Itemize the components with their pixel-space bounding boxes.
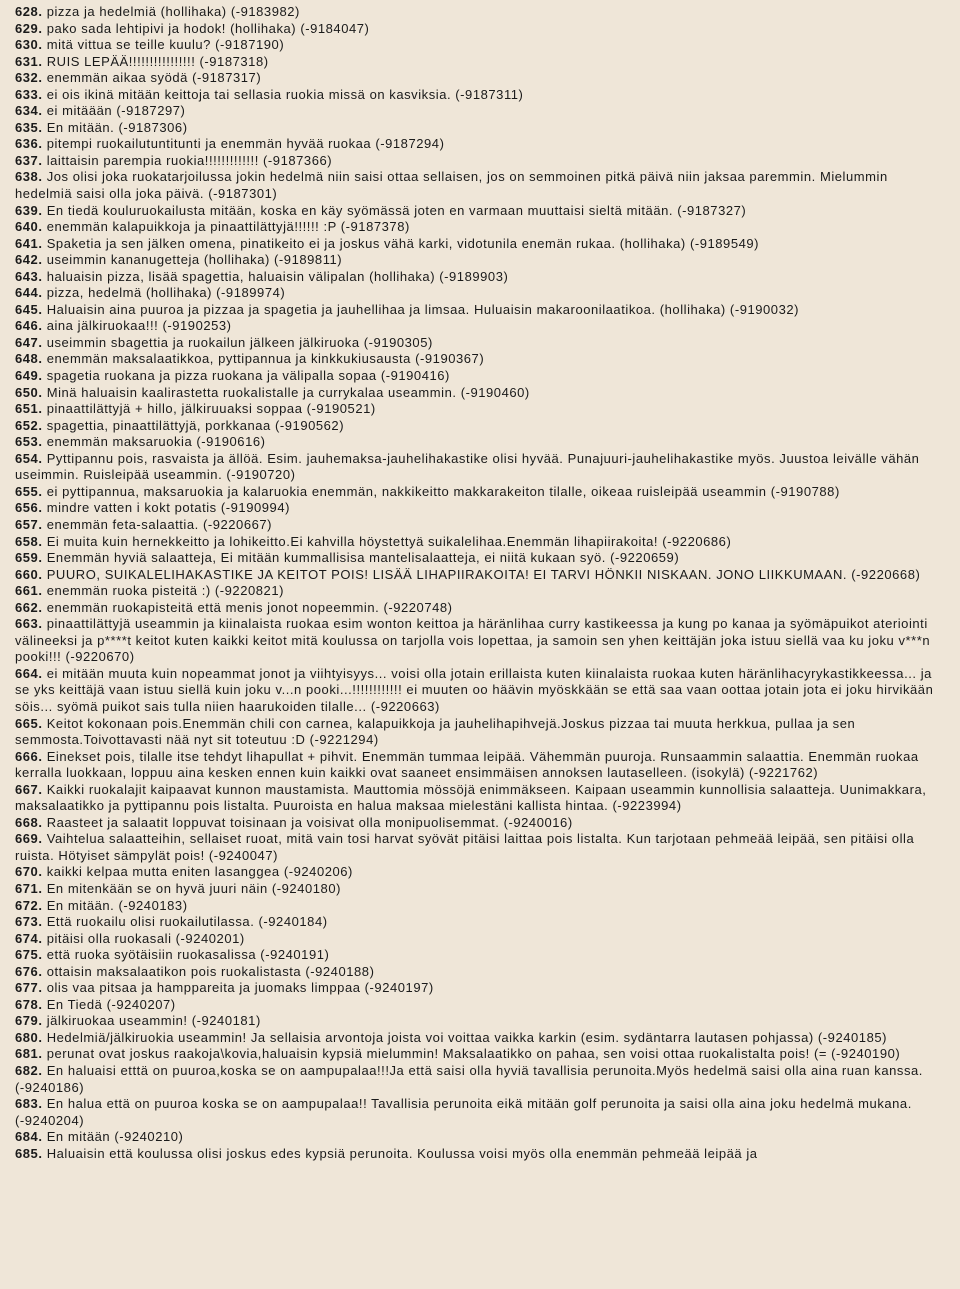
response-entry [15, 1030, 945, 1047]
entry-number: 635. [15, 119, 43, 135]
entry-text: Einekset pois, tilalle itse tehdyt lihapullat + pihvit. Enemmän tummaa leipää. Vähemmän puuroja. Runsaammin salaattia. Enemmän ruokaa kerralla luokkaan, loppuu aina kesken ennen kuin kaikki ovat saaneet ensimmäisen annoksen lautaselleen. (isokylä) (-9221762) [15, 748, 919, 781]
entry-text: jälkiruokaa useammin! (-9240181) [46, 1013, 261, 1029]
response-entry [15, 500, 945, 517]
entry-text: että ruoka syötäisiin ruokasalissa (-9240191) [46, 947, 330, 963]
response-entry [15, 236, 945, 253]
response-entry [15, 567, 945, 584]
response-entry [15, 600, 945, 617]
response-entry [15, 997, 945, 1014]
response-entry [15, 1013, 945, 1030]
entry-number: 632. [15, 70, 43, 86]
entry-number: 685. [15, 1145, 43, 1161]
entry-text: pako sada lehtipivi ja hodok! (hollihaka) (-9184047) [46, 20, 370, 36]
entry-text: Haluaisin aina puuroa ja pizzaa ja spagetia ja jauhellihaa ja limsaa. Huluaisin makaroonilaatikoa. (hollihaka) (-9190032) [46, 301, 800, 317]
response-entry [15, 831, 945, 864]
entry-number: 648. [15, 351, 43, 367]
entry-text: Että ruokailu olisi ruokailutilassa. (-9240184) [46, 914, 328, 930]
response-entry [15, 285, 945, 302]
entry-number: 683. [15, 1096, 43, 1112]
entry-text: ottaisin maksalaatikon pois ruokalistasta (-9240188) [46, 963, 375, 979]
entry-number: 684. [15, 1129, 43, 1145]
entry-text: RUIS LEPÄÄ!!!!!!!!!!!!!!!! (-9187318) [46, 53, 269, 69]
entry-text: pizza, hedelmä (hollihaka) (-9189974) [46, 285, 286, 301]
response-entry [15, 881, 945, 898]
entry-number: 652. [15, 417, 43, 433]
entry-number: 654. [15, 450, 43, 466]
entry-text: En halua että on puuroa koska se on aampupalaa!! Tavallisia perunoita eikä mitään golf perunoita ja saisi olla aina joku hedelmä mukana. (-9240204) [15, 1096, 912, 1128]
entry-number: 681. [15, 1046, 43, 1062]
entry-text: pinaattilättyjä + hillo, jälkiruuaksi soppaa (-9190521) [46, 401, 376, 417]
response-entry [15, 1046, 945, 1063]
response-entry [15, 351, 945, 368]
response-entry [15, 120, 945, 137]
response-entry [15, 716, 945, 749]
entry-number: 634. [15, 103, 43, 119]
entry-text: pitempi ruokailutuntitunti ja enemmän hyvää ruokaa (-9187294) [46, 136, 445, 152]
entry-text: Vaihtelua salaatteihin, sellaiset ruoat, mitä vain tosi harvat syövät pitäisi laittaa pois listalta. Kun tarjotaan pehmeää leipää, sen pitäisi olla ruista. Hötyiset sämpylät pois! (-9240047) [15, 831, 915, 863]
entry-number: 628. [15, 4, 43, 19]
response-entry [15, 931, 945, 948]
entry-text: aina jälkiruokaa!!! (-9190253) [46, 318, 232, 334]
entry-text: PUURO, SUIKALELIHAKASTIKE JA KEITOT POIS! LISÄÄ LIHAPIIRAKOITA! EI TARVI HÖNKII NISKAAN. JONO LIIKKUMAAN. (-9220668) [46, 566, 921, 582]
response-entry [15, 252, 945, 269]
entry-text: enemmän kalapuikkoja ja pinaattilättyjä!!!!!! :P (-9187378) [46, 219, 410, 235]
response-entry [15, 318, 945, 335]
response-entry [15, 219, 945, 236]
entry-text: useimmin kananugetteja (hollihaka) (-9189811) [46, 252, 343, 268]
entry-number: 636. [15, 136, 43, 152]
response-entry [15, 302, 945, 319]
entry-text: Spaketia ja sen jälken omena, pinatikeito ei ja joskus vähä karki, vidotunila enemän rukaa. (hollihaka) (-9189549) [46, 235, 760, 251]
entry-text: ei pyttipannua, maksaruokia ja kalaruokia enemmän, nakkikeitto makkarakeiton tilalle, oikeaa ruisleipää useammin (-9190788) [46, 483, 840, 499]
response-entry [15, 203, 945, 220]
response-entry [15, 103, 945, 120]
entry-text: enemmän ruoka pisteitä :) (-9220821) [46, 583, 284, 599]
entry-number: 674. [15, 930, 43, 946]
response-entry [15, 54, 945, 71]
entry-number: 677. [15, 980, 43, 996]
entry-text: olis vaa pitsaa ja hamppareita ja juomaks limppaa (-9240197) [46, 980, 434, 996]
response-entry [15, 616, 945, 666]
response-entry [15, 898, 945, 915]
response-entry [15, 749, 945, 782]
response-entry [15, 269, 945, 286]
entry-text: ei mitäään (-9187297) [46, 103, 186, 119]
entry-number: 660. [15, 566, 43, 582]
entry-number: 666. [15, 748, 43, 764]
entry-text: Kaikki ruokalajit kaipaavat kunnon maustamista. Mauttomia mössöjä enimmäkseen. Kaipaan useammin kunnollisia salaatteja. Uunimakkara, maksalaatikko ja pyttipannu pois listalta. Puuroista en halua maksaa mielestäni kallista hintaa. (-9223994) [15, 781, 927, 814]
response-entry [15, 517, 945, 534]
entry-text: mindre vatten i kokt potatis (-9190994) [46, 500, 290, 516]
entry-text: En haluaisi etttä on puuroa,koska se on aampupalaa!!!Ja että saisi olla hyviä tavallisia perunoita.Myös hedelmä saisi olla aina ruan kanssa. (-9240186) [15, 1063, 923, 1095]
response-entry [15, 434, 945, 451]
entry-text: haluaisin pizza, lisää spagettia, haluaisin välipalan (hollihaka) (-9189903) [46, 268, 509, 284]
response-entry [15, 136, 945, 153]
response-entry [15, 153, 945, 170]
entry-text: En mitään (-9240210) [46, 1129, 184, 1145]
response-entry [15, 534, 945, 551]
entry-number: 661. [15, 583, 43, 599]
response-entry [15, 169, 945, 202]
response-entry [15, 4, 945, 21]
entry-text: enemmän aikaa syödä (-9187317) [46, 70, 262, 86]
entry-text: En mitään. (-9240183) [46, 897, 188, 913]
entry-text: enemmän feta-salaattia. (-9220667) [46, 516, 273, 532]
entry-text: spagetia ruokana ja pizza ruokana ja välipalla sopaa (-9190416) [46, 368, 450, 384]
response-list [15, 4, 945, 1162]
response-entry [15, 1096, 945, 1129]
entry-number: 640. [15, 219, 43, 235]
entry-number: 642. [15, 252, 43, 268]
entry-text: En mitään. (-9187306) [46, 119, 188, 135]
response-entry [15, 70, 945, 87]
entry-number: 641. [15, 235, 43, 251]
response-entry [15, 550, 945, 567]
entry-text: spagettia, pinaattilättyjä, porkkanaa (-9190562) [46, 417, 345, 433]
response-entry [15, 484, 945, 501]
response-entry [15, 1063, 945, 1096]
entry-number: 680. [15, 1029, 43, 1045]
entry-number: 658. [15, 533, 43, 549]
entry-text: En tiedä kouluruokailusta mitään, koska en käy syömässä joten en varmaan muuttaisi sieltä mitään. (-9187327) [46, 202, 747, 218]
entry-text: En Tiedä (-9240207) [46, 996, 176, 1012]
entry-number: 670. [15, 864, 43, 880]
entry-text: Raasteet ja salaatit loppuvat toisinaan ja voisivat olla monipuolisemmat. (-9240016) [46, 814, 573, 830]
response-entry [15, 401, 945, 418]
entry-text: pizza ja hedelmiä (hollihaka) (-9183982) [46, 4, 300, 19]
entry-text: ei mitään muuta kuin nopeammat jonot ja viihtyisyys... voisi olla jotain erillaista kuten kiinalaista ruokaa kuten häränlihacyrykastikkeessa... ja se yks keittäjä vaan istuu siellä kuin joku v...n pooki...!!!!!!!!!!!! ei muuten oo häävin myöskkään se että saa vaan oottaa jotain jota ei joku hirvikään söis... syömä puikot sais tulla niien haarukoiden tilalle... (-9220663) [15, 665, 934, 714]
entry-text: kaikki kelpaa mutta eniten lasanggea (-9240206) [46, 864, 353, 880]
response-entry [15, 1129, 945, 1146]
entry-number: 629. [15, 20, 43, 36]
response-entry [15, 666, 945, 716]
entry-text: useimmin sbagettia ja ruokailun jälkeen jälkiruoka (-9190305) [46, 334, 433, 350]
response-entry [15, 1146, 945, 1163]
entry-number: 676. [15, 963, 43, 979]
entry-number: 671. [15, 880, 43, 896]
response-entry [15, 947, 945, 964]
entry-text: laittaisin parempia ruokia!!!!!!!!!!!!! (-9187366) [46, 152, 333, 168]
entry-number: 672. [15, 897, 43, 913]
entry-number: 682. [15, 1063, 43, 1078]
entry-text: Ei muita kuin hernekkeitto ja lohikeitto.Ei kahvilla höystettyä suikalelihaa.Enemmän lihapiirakoita! (-9220686) [46, 533, 732, 549]
entry-number: 657. [15, 516, 43, 532]
response-entry [15, 37, 945, 54]
entry-number: 651. [15, 401, 43, 417]
response-entry [15, 368, 945, 385]
entry-text: enemmän maksaruokia (-9190616) [46, 434, 266, 450]
entry-number: 656. [15, 500, 43, 516]
entry-text: En mitenkään se on hyvä juuri näin (-9240180) [46, 880, 341, 896]
response-entry [15, 418, 945, 435]
entry-number: 662. [15, 599, 43, 615]
entry-number: 664. [15, 665, 43, 681]
entry-number: 653. [15, 434, 43, 450]
entry-text: perunat ovat joskus raakoja\kovia,haluaisin kypsiä mielummin! Maksalaatikko on pahaa, sen voisi ottaa ruokalistalta pois! (= (-9240190) [46, 1046, 901, 1062]
entry-number: 650. [15, 384, 43, 400]
entry-text: mitä vittua se teille kuulu? (-9187190) [46, 37, 285, 53]
response-entry [15, 782, 945, 815]
entry-number: 673. [15, 914, 43, 930]
entry-text: Haluaisin että koulussa olisi joskus edes kypsiä perunoita. Koulussa voisi myös olla enemmän pehmeää leipää ja [46, 1145, 758, 1161]
entry-text: pitäisi olla ruokasali (-9240201) [46, 930, 245, 946]
entry-number: 665. [15, 715, 43, 731]
entry-number: 637. [15, 152, 43, 168]
response-entry [15, 815, 945, 832]
entry-number: 675. [15, 947, 43, 963]
entry-number: 668. [15, 814, 43, 830]
entry-number: 655. [15, 483, 43, 499]
response-entry [15, 980, 945, 997]
response-entry [15, 21, 945, 38]
entry-text: Hedelmiä/jälkiruokia useammin! Ja sellaisia arvontoja joista voi voittaa vaikka karkin (esim. sydäntarra lautasen pohjassa) (-9240185) [46, 1029, 888, 1045]
entry-number: 647. [15, 334, 43, 350]
entry-number: 679. [15, 1013, 43, 1029]
response-entry [15, 451, 945, 484]
entry-text: pinaattilättyjä useammin ja kiinalaista ruokaa esim wonton keittoa ja häränlihaa curry kastikeessa ja kung po kanaa ja syömäpuikot ateriointi välineeksi ja p****t keitot kuten kaikki keitot mitä koulussa on tarjolla vois lopettaa, ja samoin sen yhen keittäjän joka istuu siellä vaa ku joku v***n pooki!!! (-9220670) [15, 616, 931, 665]
entry-number: 646. [15, 318, 43, 334]
entry-text: Jos olisi joka ruokatarjoilussa jokin hedelmä niin saisi ottaa sellaisen, jos on semmoinen pitkä päivä niin jaksaa paremmin. Mielummin hedelmiä saisi olla joka päivä. (-9187301) [15, 169, 888, 202]
entry-number: 645. [15, 301, 43, 317]
entry-number: 639. [15, 202, 43, 218]
entry-text: Keitot kokonaan pois.Enemmän chili con carnea, kalapuikkoja ja jauhelihapihvejä.Joskus pizzaa tai muuta herkkua, pullaa ja sen semmosta.Toivottavasti nää nyt sit toteutuu :D (-9221294) [15, 715, 856, 748]
entry-number: 643. [15, 268, 43, 284]
entry-number: 633. [15, 86, 43, 102]
response-entry [15, 385, 945, 402]
entry-number: 630. [15, 37, 43, 53]
entry-text: Minä haluaisin kaalirastetta ruokalistalle ja currykalaa useammin. (-9190460) [46, 384, 530, 400]
entry-number: 638. [15, 169, 43, 185]
entry-number: 659. [15, 550, 43, 566]
entry-text: ei ois ikinä mitään keittoja tai sellasia ruokia missä on kasviksia. (-9187311) [46, 86, 524, 102]
entry-number: 669. [15, 831, 43, 847]
entry-number: 644. [15, 285, 43, 301]
entry-number: 667. [15, 781, 43, 797]
entry-text: enemmän ruokapisteitä että menis jonot nopeemmin. (-9220748) [46, 599, 453, 615]
entry-text: Pyttipannu pois, rasvaista ja ällöä. Esim. jauhemaksa-jauhelihakastike olisi hyvää. Punajuuri-jauhelihakastike myös. Juustoa leivälle vähän useimmin. Ruisleipää useammin. (-9190720) [15, 450, 920, 483]
response-entry [15, 964, 945, 981]
entry-text: enemmän maksalaatikkoa, pyttipannua ja kinkkukiusausta (-9190367) [46, 351, 485, 367]
response-entry [15, 914, 945, 931]
response-entry [15, 864, 945, 881]
response-entry [15, 87, 945, 104]
response-entry [15, 335, 945, 352]
entry-number: 678. [15, 996, 43, 1012]
entry-text: Enemmän hyviä salaatteja, Ei mitään kummallisisa mantelisalaatteja, ei niitä kukaan syö. (-9220659) [46, 550, 680, 566]
entry-number: 631. [15, 53, 43, 69]
entry-number: 649. [15, 368, 43, 384]
response-entry [15, 583, 945, 600]
entry-number: 663. [15, 616, 43, 632]
